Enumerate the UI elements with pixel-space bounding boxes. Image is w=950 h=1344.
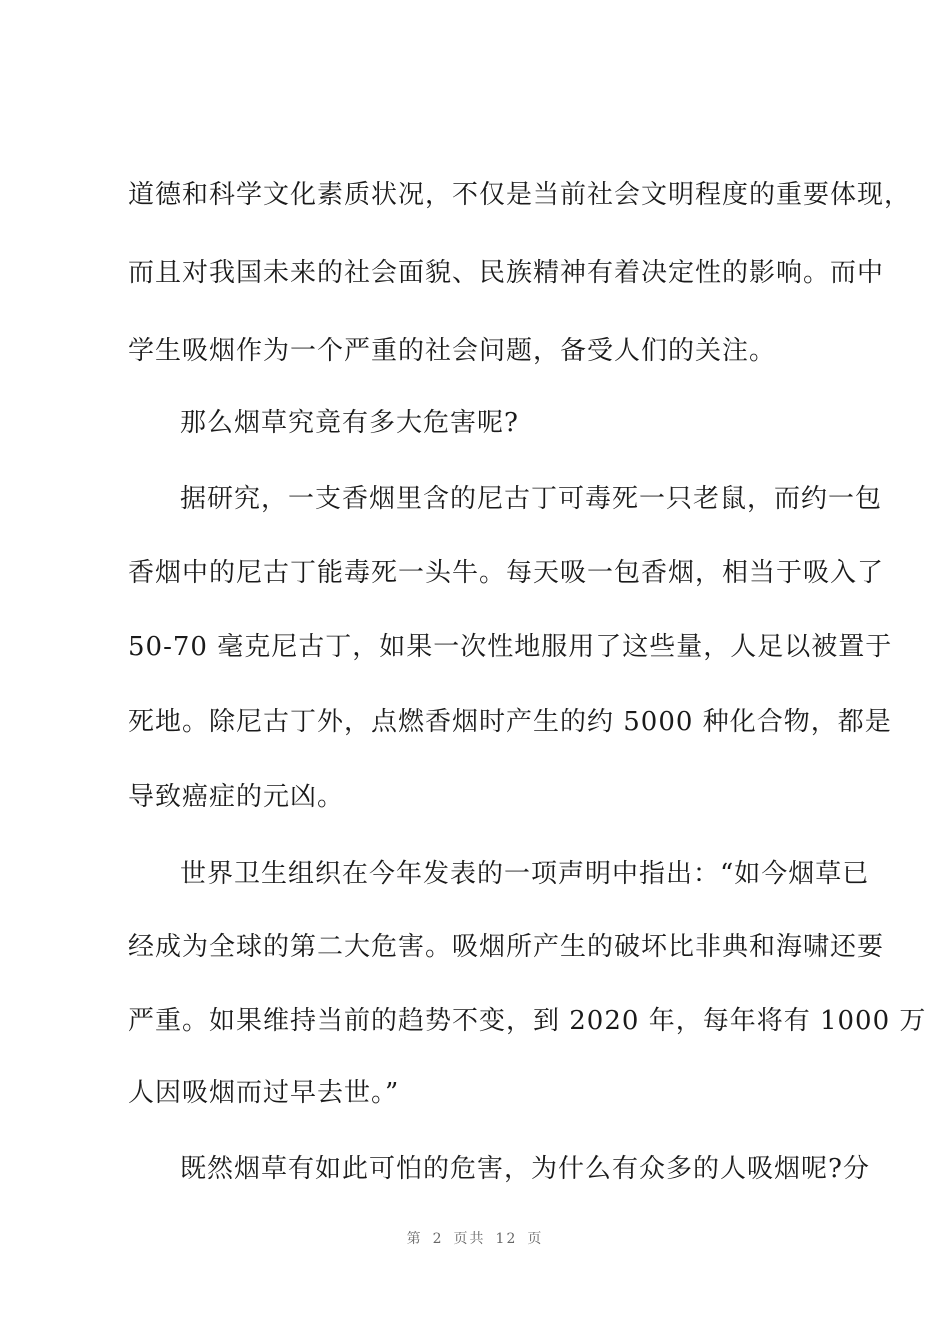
page-footer: [0, 1228, 950, 1248]
footer-middle: 页共: [453, 1231, 486, 1247]
text-line: 世界卫生组织在今年发表的一项声明中指出：“如今烟草已: [180, 859, 870, 889]
footer-prefix: 第: [406, 1231, 423, 1247]
footer-page-number: 2: [432, 1231, 444, 1247]
text-line: 50-70 毫克尼古丁，如果一次性地服用了这些量，人足以被置于: [128, 632, 893, 662]
text-line: 那么烟草究竟有多大危害呢?: [180, 408, 519, 438]
text-line: 严重。如果维持当前的趋势不变，到 2020 年，每年将有 1000 万: [128, 1006, 927, 1036]
text-line: 人因吸烟而过早去世。”: [128, 1078, 400, 1108]
text-line: 经成为全球的第二大危害。吸烟所产生的破坏比非典和海啸还要: [128, 932, 885, 962]
text-line: 道德和科学文化素质状况，不仅是当前社会文明程度的重要体现，: [128, 180, 912, 210]
text-line: 而且对我国未来的社会面貌、民族精神有着决定性的影响。而中: [128, 258, 885, 288]
footer-total-pages: 12: [495, 1231, 518, 1247]
text-line: 学生吸烟作为一个严重的社会问题，备受人们的关注。: [128, 336, 777, 366]
text-line: 据研究，一支香烟里含的尼古丁可毒死一只老鼠，而约一包: [180, 484, 883, 514]
text-line: 导致癌症的元凶。: [128, 782, 345, 812]
footer-suffix: 页: [527, 1231, 544, 1247]
text-line: 香烟中的尼古丁能毒死一头牛。每天吸一包香烟，相当于吸入了: [128, 558, 885, 588]
text-line: 死地。除尼古丁外，点燃香烟时产生的约 5000 种化合物，都是: [128, 707, 892, 737]
text-line: 既然烟草有如此可怕的危害，为什么有众多的人吸烟呢?分: [180, 1154, 870, 1184]
